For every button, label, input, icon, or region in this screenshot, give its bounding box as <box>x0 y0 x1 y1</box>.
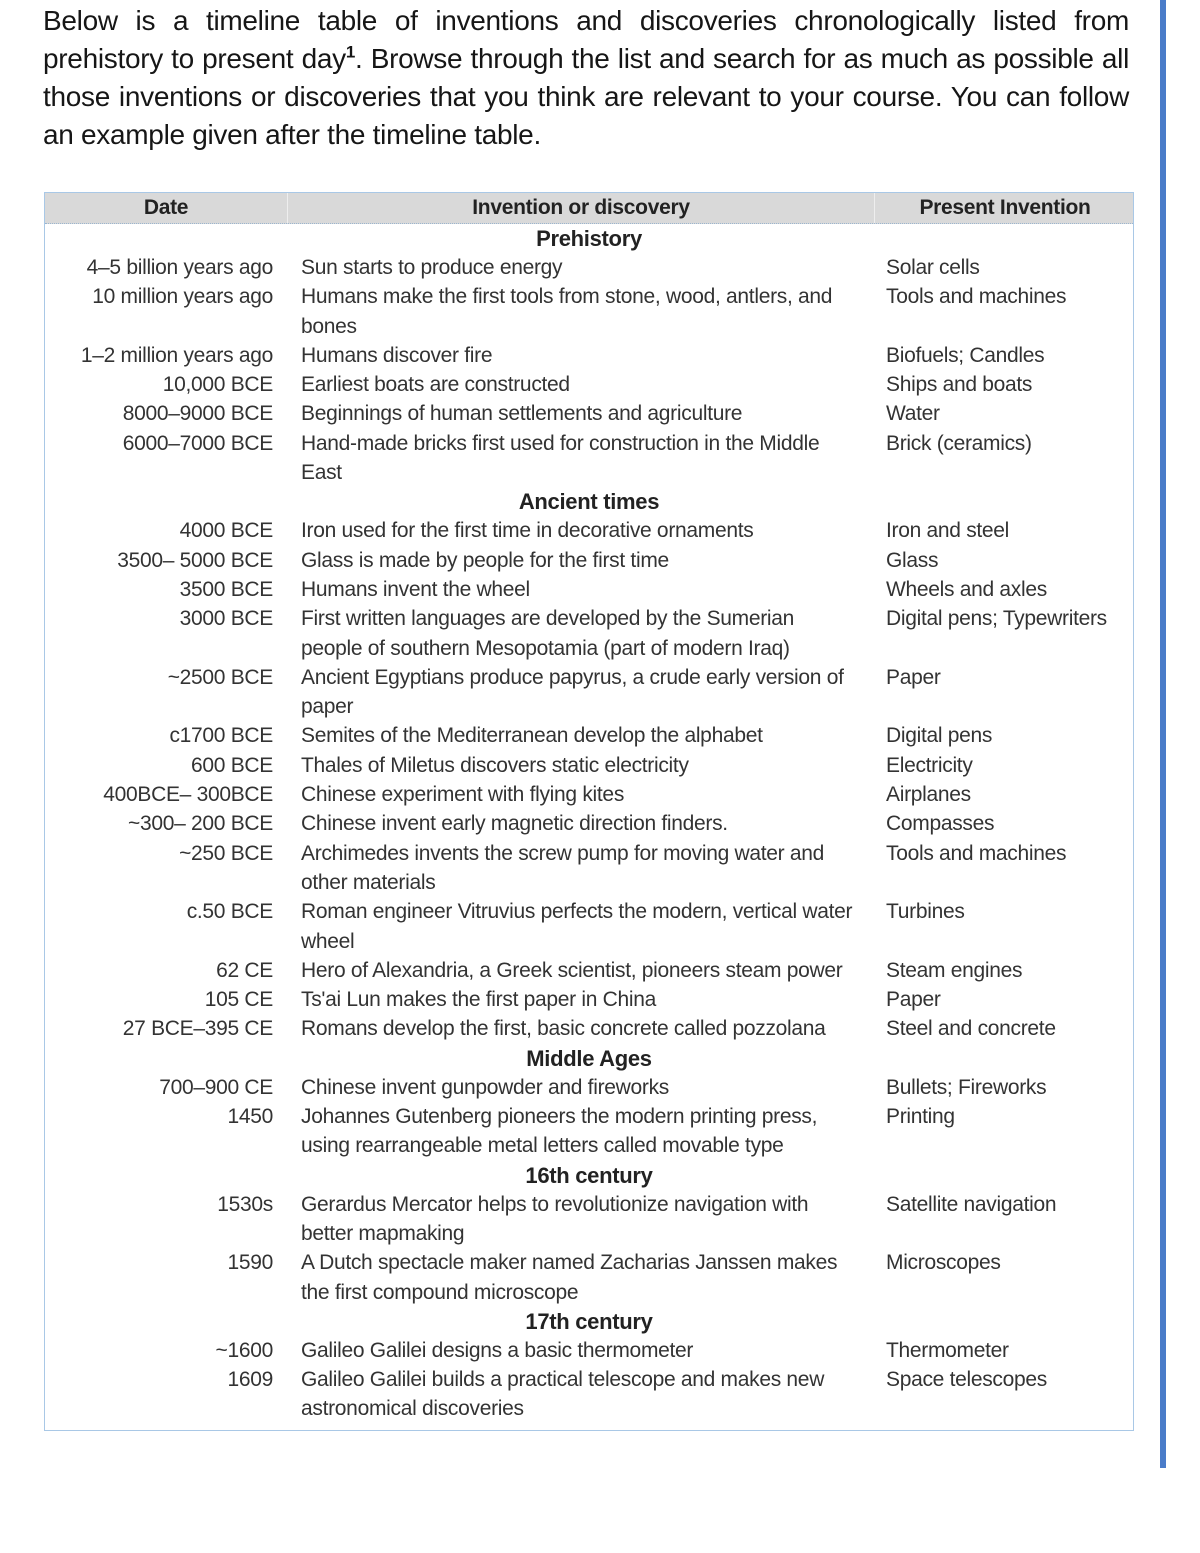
invention-cell: Ancient Egyptians produce papyrus, a crude early version of paper <box>301 665 844 719</box>
table-row <box>45 897 1133 956</box>
date-cell: 700–900 CE <box>159 1075 273 1099</box>
date-cell: 400BCE– 300BCE <box>103 783 273 807</box>
table-row <box>45 399 1133 428</box>
section-heading: 16th century <box>525 1162 653 1188</box>
invention-cell: Galileo Galilei designs a basic thermometer <box>301 1338 694 1362</box>
table-row <box>45 341 1133 370</box>
present-invention-cell: Thermometer <box>886 1338 1009 1362</box>
timeline-table <box>44 192 1134 1431</box>
table-row <box>45 575 1133 604</box>
table-row <box>45 751 1133 780</box>
date-cell: 105 CE <box>204 988 273 1012</box>
date-cell: 10 million years ago <box>92 285 273 309</box>
table-row <box>45 1190 1133 1249</box>
table-row <box>45 1365 1133 1424</box>
invention-cell: Humans invent the wheel <box>301 577 530 601</box>
invention-cell: Galileo Galilei builds a practical telescope and makes new astronomical discoveries <box>301 1368 825 1421</box>
section-heading: Prehistory <box>536 226 642 251</box>
invention-cell: Johannes Gutenberg pioneers the modern printing press, using rearrangeable metal letters called movable type <box>301 1105 818 1158</box>
invention-cell: Chinese invent early magnetic direction finders. <box>301 812 728 836</box>
present-invention-cell: Iron and steel <box>886 519 1010 543</box>
date-cell: 1609 <box>227 1368 273 1392</box>
date-cell: c1700 BCE <box>169 724 273 748</box>
table-header-row <box>45 193 1133 224</box>
present-invention-cell: Paper <box>886 988 941 1012</box>
invention-cell: Thales of Miletus discovers static electricity <box>301 753 689 777</box>
intro-text-continued: . Browse through the list and search for as much as possible all those inventions or discoveries that you think are relevant to your course. You can follow an example given after the timeline table. <box>43 43 1129 150</box>
table-row <box>45 604 1133 663</box>
present-invention-cell: Glass <box>886 548 939 572</box>
present-invention-cell: Digital pens <box>886 724 993 748</box>
present-invention-cell: Microscopes <box>886 1251 1001 1275</box>
present-invention-cell: Satellite navigation <box>886 1192 1057 1216</box>
header-invention: Invention or discovery <box>288 193 875 223</box>
table-row <box>45 516 1133 545</box>
present-invention-cell: Digital pens; Typewriters <box>886 607 1107 631</box>
invention-cell: Beginnings of human settlements and agriculture <box>301 402 743 426</box>
date-cell: 8000–9000 BCE <box>122 402 273 426</box>
present-invention-cell: Turbines <box>886 900 965 924</box>
table-row <box>45 429 1133 488</box>
invention-cell: Semites of the Mediterranean develop the alphabet <box>301 724 763 748</box>
present-invention-cell: Airplanes <box>886 783 971 807</box>
date-cell: ~2500 BCE <box>167 665 273 689</box>
invention-cell: Ts'ai Lun makes the first paper in China <box>301 988 657 1012</box>
invention-cell: First written languages are developed by the Sumerian people of southern Mesopotamia (part of modern Iraq) <box>301 607 795 660</box>
table-row <box>45 809 1133 838</box>
date-cell: ~250 BCE <box>179 841 273 865</box>
present-invention-cell: Water <box>886 402 940 426</box>
date-cell: 4–5 billion years ago <box>86 256 273 279</box>
table-row <box>45 721 1133 750</box>
table-row <box>45 282 1133 341</box>
section-heading: Middle Ages <box>526 1045 652 1071</box>
invention-cell: Archimedes invents the screw pump for moving water and other materials <box>301 841 825 894</box>
present-invention-cell: Printing <box>886 1105 955 1129</box>
table-row <box>45 1073 1133 1102</box>
date-cell: 3000 BCE <box>179 607 273 631</box>
present-invention-cell: Paper <box>886 665 941 689</box>
table-row <box>45 956 1133 985</box>
table-row <box>45 780 1133 809</box>
invention-cell: Roman engineer Vitruvius perfects the modern, vertical water wheel <box>301 900 853 953</box>
section-heading: Ancient times <box>518 489 660 515</box>
invention-cell: Gerardus Mercator helps to revolutionize navigation with better mapmaking <box>301 1192 809 1245</box>
present-invention-cell: Solar cells <box>886 256 980 279</box>
present-invention-cell: Tools and machines <box>886 285 1067 309</box>
date-cell: 3500– 5000 BCE <box>117 548 273 572</box>
invention-cell: Romans develop the first, basic concrete called pozzolana <box>301 1017 826 1041</box>
footnote-mark: 1 <box>345 42 356 62</box>
page-margin-bar <box>1160 0 1166 1468</box>
table-row <box>45 1102 1133 1161</box>
section-heading: 17th century <box>525 1308 653 1334</box>
invention-cell: Iron used for the first time in decorative ornaments <box>301 519 754 543</box>
invention-cell: Chinese invent gunpowder and fireworks <box>301 1075 669 1099</box>
date-cell: 27 BCE–395 CE <box>122 1017 273 1041</box>
present-invention-cell: Wheels and axles <box>886 577 1047 601</box>
date-cell: 1–2 million years ago <box>80 343 273 367</box>
invention-cell: Hero of Alexandria, a Greek scientist, pioneers steam power <box>301 958 843 982</box>
present-invention-cell: Space telescopes <box>886 1368 1047 1392</box>
invention-cell: Glass is made by people for the first time <box>301 548 669 572</box>
invention-cell: Humans make the first tools from stone, wood, antlers, and bones <box>301 285 833 338</box>
present-invention-cell: Electricity <box>886 753 973 777</box>
header-present-invention: Present Invention <box>919 196 1091 219</box>
date-cell: 6000–7000 BCE <box>122 431 273 455</box>
invention-cell: Chinese experiment with flying kites <box>301 783 625 807</box>
table-row <box>45 253 1133 282</box>
invention-cell: Humans discover fire <box>301 343 493 367</box>
present-invention-cell: Ships and boats <box>886 373 1033 397</box>
intro-paragraph <box>43 2 1129 154</box>
date-cell: ~1600 <box>215 1338 273 1362</box>
date-cell: 600 BCE <box>191 753 273 777</box>
date-cell: 62 CE <box>216 958 273 982</box>
present-invention-cell: Steam engines <box>886 958 1023 982</box>
table-row <box>45 839 1133 898</box>
date-cell: 1530s <box>217 1192 273 1216</box>
present-invention-cell: Steel and concrete <box>886 1017 1056 1041</box>
table-row <box>45 546 1133 575</box>
date-cell: 1450 <box>227 1105 273 1129</box>
present-invention-cell: Bullets; Fireworks <box>886 1075 1047 1099</box>
invention-cell: Earliest boats are constructed <box>301 373 570 397</box>
table-row <box>45 1336 1133 1365</box>
header-date: Date <box>45 193 288 223</box>
invention-cell: Sun starts to produce energy <box>301 256 563 279</box>
date-cell: ~300– 200 BCE <box>128 812 273 836</box>
date-cell: 10,000 BCE <box>162 373 273 397</box>
table-row <box>45 663 1133 722</box>
date-cell: 1590 <box>227 1251 273 1275</box>
intro-text: Below is a timeline table of inventions and discoveries chronologically listed from prehistory to present day <box>43 5 1129 74</box>
table-row <box>45 985 1133 1014</box>
table-body <box>45 224 1133 1430</box>
date-cell: 4000 BCE <box>179 519 273 543</box>
table-row <box>45 370 1133 399</box>
present-invention-cell: Tools and machines <box>886 841 1067 865</box>
present-invention-cell: Brick (ceramics) <box>886 431 1032 455</box>
invention-cell: A Dutch spectacle maker named Zacharias Janssen makes the first compound microscope <box>301 1251 838 1304</box>
date-cell: c.50 BCE <box>186 900 273 924</box>
table-row <box>45 1248 1133 1307</box>
present-invention-cell: Biofuels; Candles <box>886 343 1045 367</box>
present-invention-cell: Compasses <box>886 812 995 836</box>
date-cell: 3500 BCE <box>179 577 273 601</box>
table-row <box>45 1014 1133 1043</box>
invention-cell: Hand-made bricks first used for construction in the Middle East <box>301 431 820 485</box>
